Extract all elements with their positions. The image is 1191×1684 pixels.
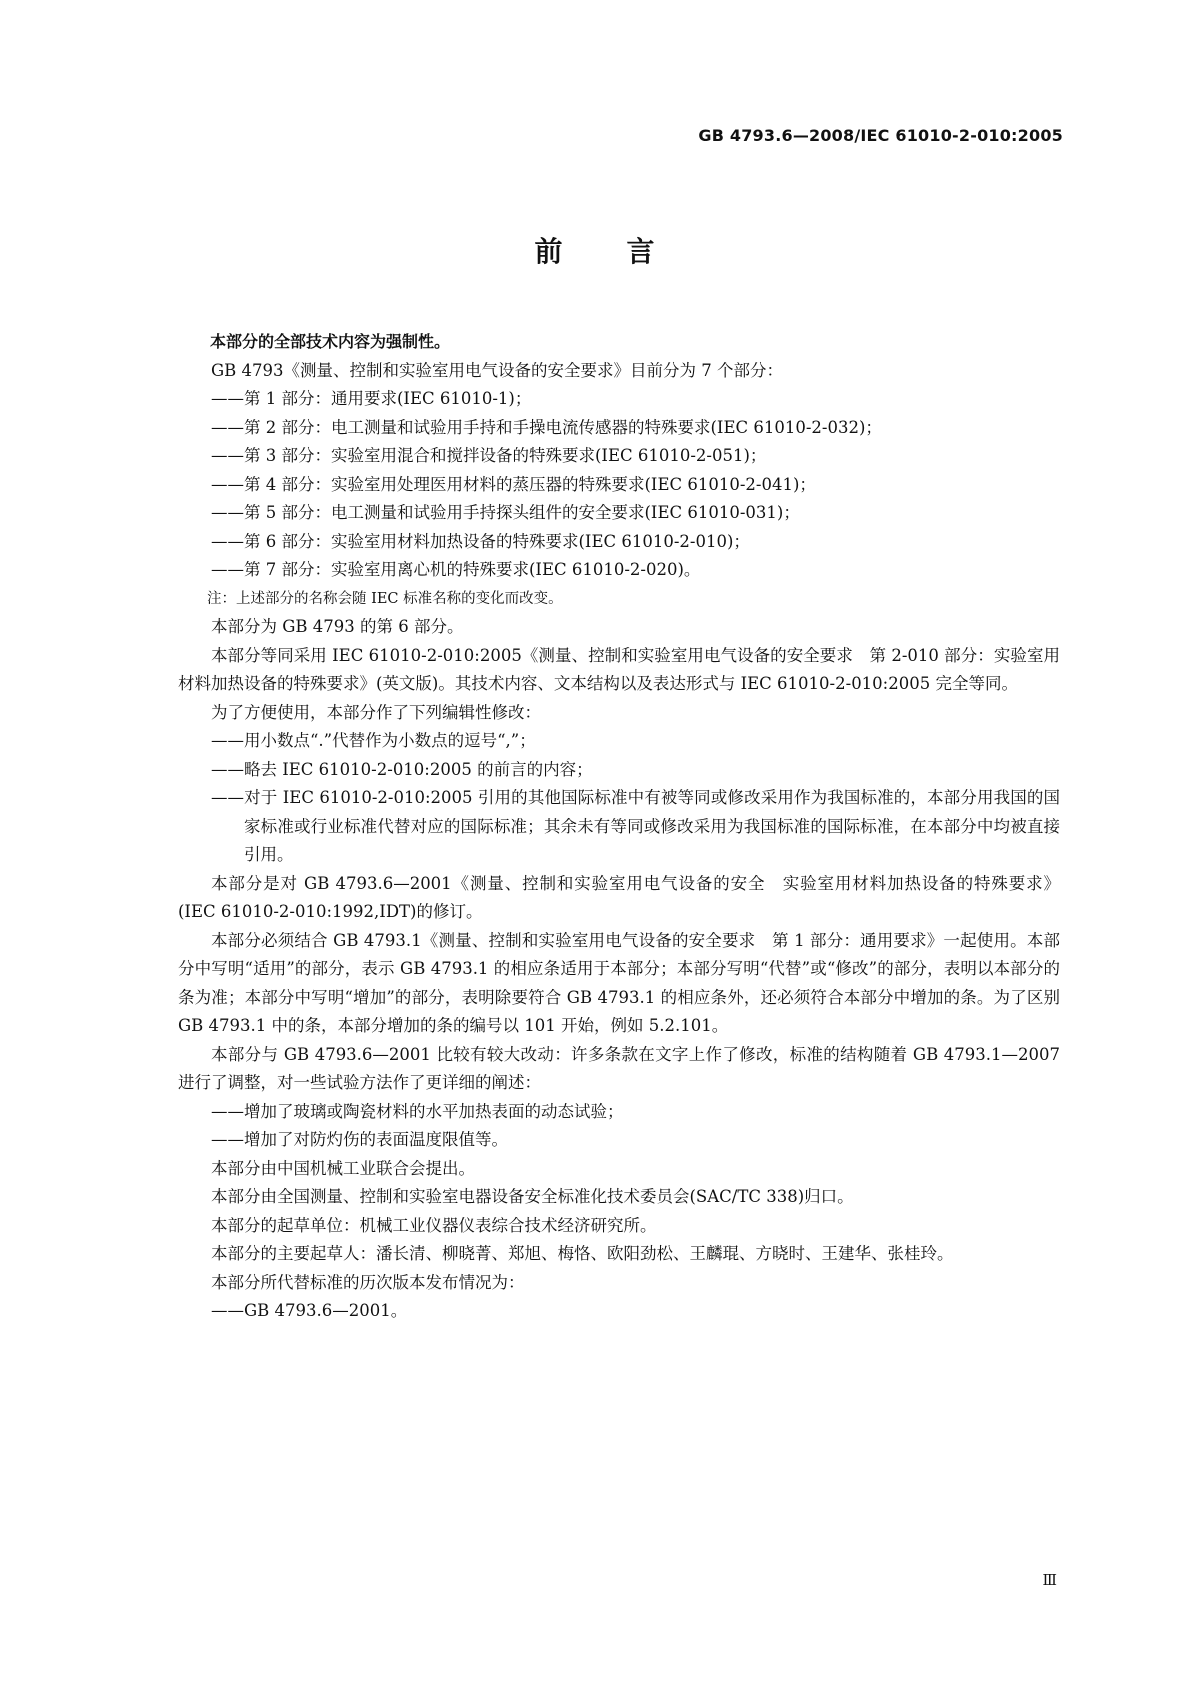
part-list-item: ——第 7 部分：实验室用离心机的特殊要求(IEC 61010-2-020)。: [211, 560, 701, 579]
edit-list-item: ——用小数点“.”代替作为小数点的逗号“,”；: [211, 731, 536, 750]
revision-paragraph: 本部分是对 GB 4793.6—2001《测量、控制和实验室用电气设备的安全 实验室用材料加热设备的特殊要求》(IEC 61010-2-010:1992,IDT)的修订。: [178, 873, 1060, 921]
page-number: Ⅲ: [1042, 1571, 1057, 1589]
adoption-paragraph: 本部分等同采用 IEC 61010-2-010:2005《测量、控制和实验室用电气设备的安全要求 第 2-010 部分：实验室用材料加热设备的特殊要求》(英文版)。其技术内容、文本结构以及表达形式与 IEC 61010-2-010:2005 完全等同。: [178, 645, 1060, 693]
title-char-2: 言: [626, 235, 657, 268]
title-char-1: 前: [534, 235, 565, 268]
proposer-paragraph: 本部分由中国机械工业联合会提出。: [211, 1158, 475, 1178]
part-number-paragraph: 本部分为 GB 4793 的第 6 部分。: [211, 617, 464, 636]
edits-intro: 为了方便使用，本部分作了下列编辑性修改：: [211, 702, 541, 722]
part-list-item: ——第 1 部分：通用要求(IEC 61010-1)；: [211, 389, 532, 408]
changes-intro: 本部分与 GB 4793.6—2001 比较有较大改动：许多条款在文字上作了修改，标准的结构随着 GB 4793.1—2007进行了调整，对一些试验方法作了更详细的阐述：: [178, 1044, 1060, 1092]
foreword-body: [178, 328, 1060, 1326]
standard-code-header: GB 4793.6—2008/IEC 61010-2-010:2005: [698, 126, 1063, 145]
committee-paragraph: 本部分由全国测量、控制和实验室电器设备安全标准化技术委员会(SAC/TC 338)归口。: [211, 1187, 854, 1206]
drafting-unit-paragraph: 本部分的起草单位：机械工业仪器仪表综合技术经济研究所。: [211, 1215, 657, 1235]
mandatory-statement: 本部分的全部技术内容为强制性。: [210, 332, 451, 351]
part-list-item: ——第 3 部分：实验室用混合和搅拌设备的特殊要求(IEC 61010-2-051)；: [211, 446, 767, 465]
note-paragraph: 注：上述部分的名称会随 IEC 标准名称的变化而改变。: [207, 590, 563, 607]
change-list-item: ——增加了玻璃或陶瓷材料的水平加热表面的动态试验；: [211, 1101, 624, 1121]
part-list-item: ——第 6 部分：实验室用材料加热设备的特殊要求(IEC 61010-2-010)；: [211, 531, 750, 551]
part-list-item: ——第 2 部分：电工测量和试验用手持和手操电流传感器的特殊要求(IEC 61010-2-032)；: [211, 417, 882, 437]
parts-intro: GB 4793《测量、控制和实验室用电气设备的安全要求》目前分为 7 个部分：: [211, 360, 784, 380]
history-list-item: ——GB 4793.6—2001。: [211, 1301, 408, 1320]
part-list-item: ——第 4 部分：实验室用处理医用材料的蒸压器的特殊要求(IEC 61010-2-041)；: [211, 474, 816, 494]
edit-list-item: ——对于 IEC 61010-2-010:2005 引用的其他国际标准中有被等同或修改采用作为我国标准的，本部分用我国的国家标准或行业标准代替对应的国际标准；其余未有等同或修改采用为我国标准的国际标准，在本部分中均被直接引用。: [211, 788, 1060, 864]
page-title: [0, 230, 1191, 270]
part-list-item: ——第 5 部分：电工测量和试验用手持探头组件的安全要求(IEC 61010-031)；: [211, 503, 800, 522]
history-intro: 本部分所代替标准的历次版本发布情况为：: [211, 1272, 525, 1292]
drafters-paragraph: 本部分的主要起草人：潘长清、柳晓菁、郑旭、梅恪、欧阳劲松、王麟琨、方晓时、王建华、张桂玲。: [211, 1244, 954, 1263]
change-list-item: ——增加了对防灼伤的表面温度限值等。: [211, 1130, 508, 1149]
usage-paragraph: 本部分必须结合 GB 4793.1《测量、控制和实验室用电气设备的安全要求 第 1 部分：通用要求》一起使用。本部分中写明“适用”的部分，表示 GB 4793.1 的相应条适用于本部分；本部分写明“代替”或“修改”的部分，表明以本部分的条为准；本部分中写明“增加”的部分，表明除要符合 GB 4793.1 的相应条外，还必须符合本部分中增加的条。为了区别 GB 4793.1 中的条，本部分增加的条的编号以 101 开始，例如 5.2.101。: [178, 930, 1060, 1035]
edit-list-item: ——略去 IEC 61010-2-010:2005 的前言的内容；: [211, 759, 593, 779]
